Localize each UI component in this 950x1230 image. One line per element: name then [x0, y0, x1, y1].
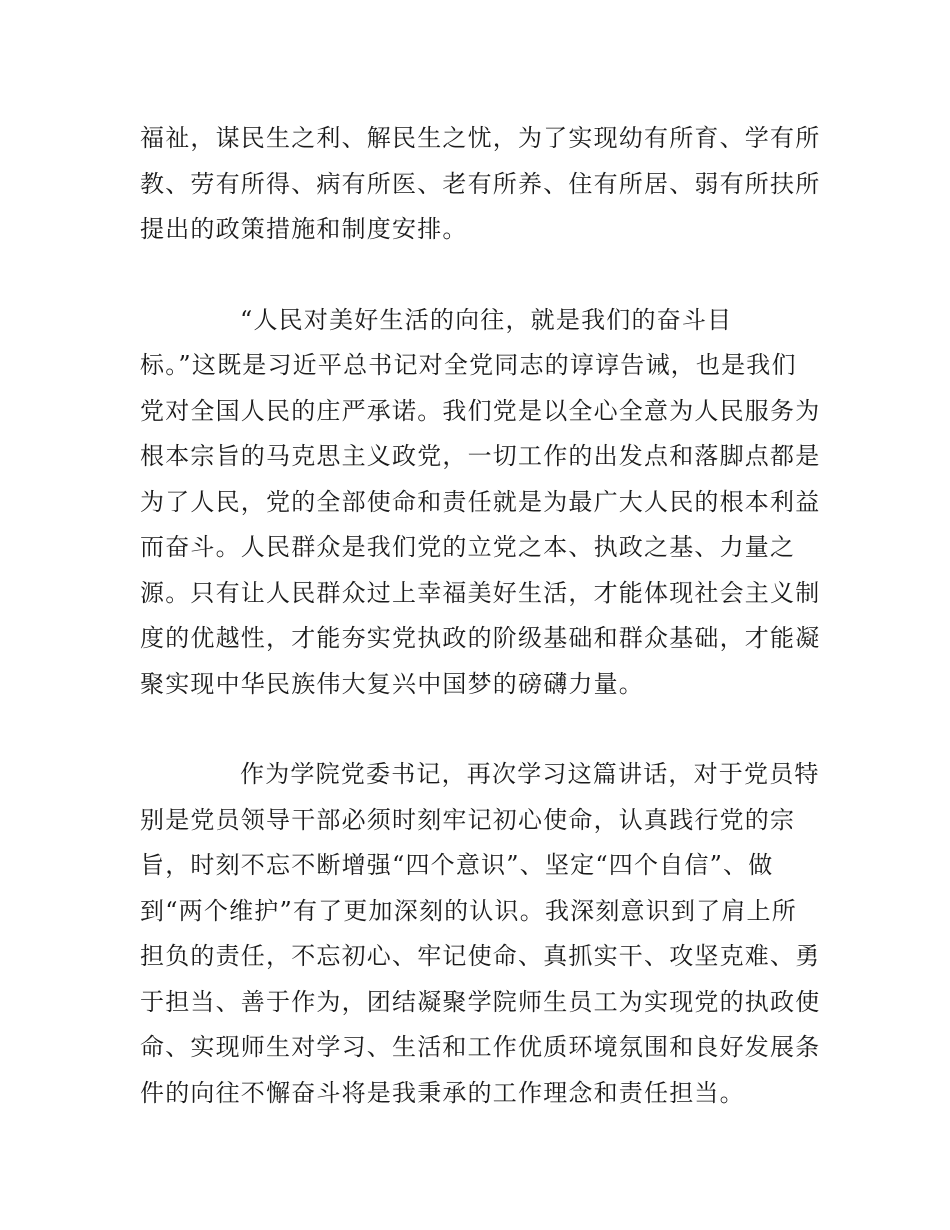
text-line: 聚实现中华民族伟大复兴中国梦的磅礴力量。 [140, 669, 644, 698]
text-line: 源。只有让人民群众过上幸福美好生活，才能体现社会主义制 [140, 578, 821, 607]
text-line: 度的优越性，才能夯实党执政的阶级基础和群众基础，才能凝 [140, 624, 821, 652]
text-line: 教、劳有所得、病有所医、老有所养、住有所居、弱有所扶所 [140, 169, 821, 198]
text-line: 标。”这既是习近平总书记对全党同志的谆谆告诫，也是我们 [140, 351, 797, 379]
text-line: 件的向往不懈奋斗将是我秉承的工作理念和责任担当。 [140, 1078, 745, 1107]
text-line: 到“两个维护”有了更加深刻的认识。我深刻意识到了肩上所 [140, 896, 797, 925]
text-line: 作为学院党委书记，再次学习这篇讲话，对于党员特 [240, 760, 820, 788]
paragraph-gap [140, 253, 820, 298]
text-line: 党对全国人民的庄严承诺。我们党是以全心全意为人民服务为 [140, 396, 821, 425]
text-line: 而奋斗。人民群众是我们党的立党之本、执政之基、力量之 [140, 533, 796, 561]
text-line: 根本宗旨的马克思主义政党，一切工作的出发点和落脚点都是 [140, 442, 821, 470]
text-line: 旨，时刻不忘不断增强“四个意识”、坚定“四个自信”、做 [140, 851, 774, 879]
paragraph-1 [140, 116, 820, 253]
text-line: 为了人民，党的全部使命和责任就是为最广大人民的根本利益 [140, 487, 821, 516]
paragraph-2 [140, 298, 820, 708]
text-line: 命、实现师生对学习、生活和工作优质环境氛围和良好发展条 [140, 1033, 821, 1061]
text-line: 于担当、善于作为，团结凝聚学院师生员工为实现党的执政使 [140, 987, 821, 1016]
text-line: 别是党员领导干部必须时刻牢记初心使命，认真践行党的宗 [140, 805, 796, 834]
text-line: 福祉，谋民生之利、解民生之忧，为了实现幼有所育、学有所 [140, 124, 821, 152]
text-line: “人民对美好生活的向往，就是我们的奋斗目 [240, 305, 733, 334]
text-line: 担负的责任，不忘初心、牢记使命、真抓实干、攻坚克难、勇 [140, 942, 821, 970]
paragraph-3 [140, 752, 820, 1116]
document-body [140, 116, 820, 1116]
text-line: 提出的政策措施和制度安排。 [140, 215, 468, 243]
paragraph-gap [140, 707, 820, 752]
